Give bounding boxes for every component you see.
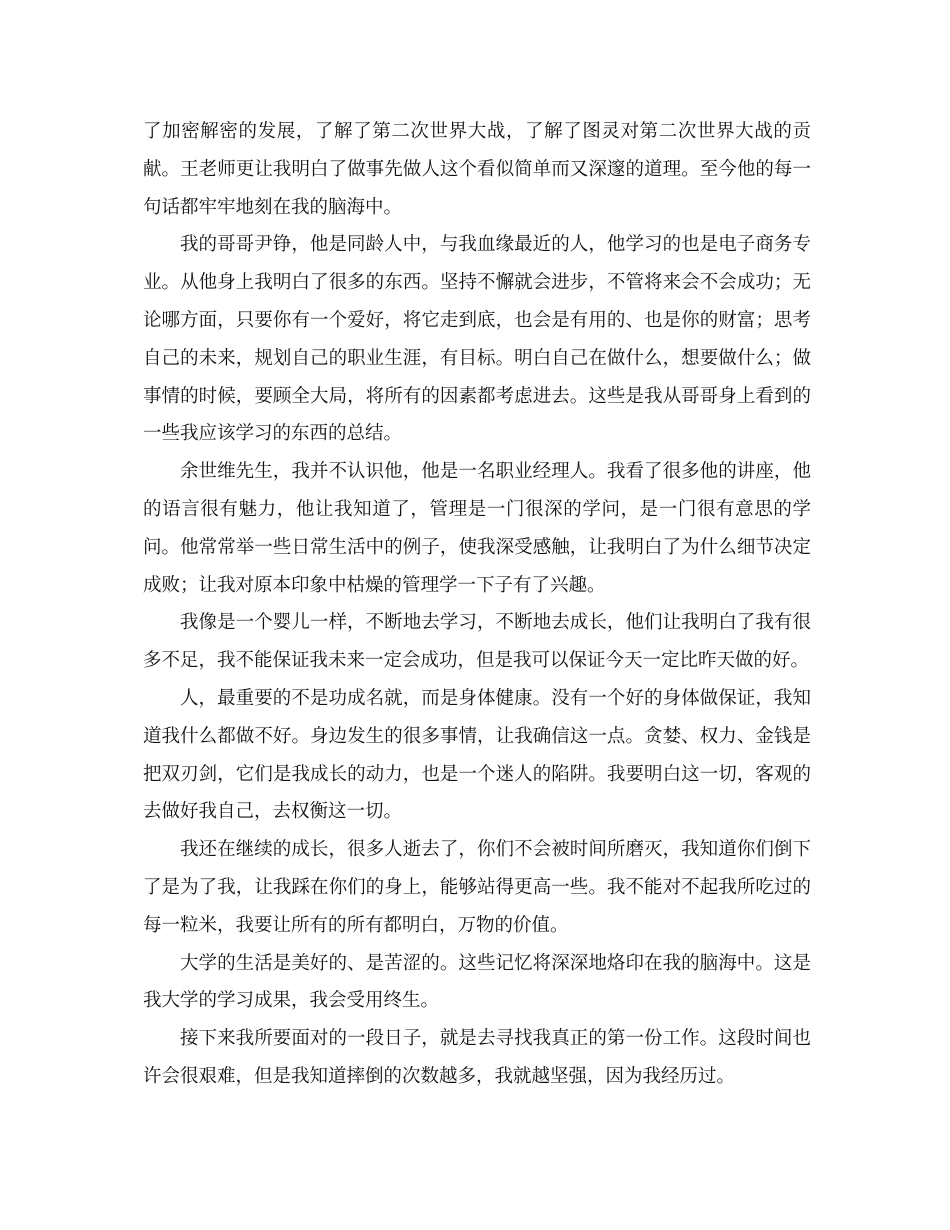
paragraph-8: 接下来我所要面对的一段日子，就是去寻找我真正的第一份工作。这段时间也许会很艰难，但是我知道摔倒的次数越多，我就越坚强，因为我经历过。 — [143, 1028, 811, 1087]
document-body — [143, 113, 811, 1096]
paragraph-5: 人，最重要的不是功成名就，而是身体健康。没有一个好的身体做保证，我知道我什么都做不好。身边发生的很多事情，让我确信这一点。贪婪、权力、金钱是把双刃剑，它们是我成长的动力，也是一个迷人的陷阱。我要明白这一切，客观的去做好我自己，去权衡这一切。 — [143, 687, 811, 823]
paragraph-4: 我像是一个婴儿一样，不断地去学习，不断地去成长，他们让我明白了我有很多不足，我不能保证我未来一定会成功，但是我可以保证今天一定比昨天做的好。 — [143, 612, 811, 672]
paragraph-2: 我的哥哥尹铮，他是同龄人中，与我血缘最近的人，他学习的也是电子商务专业。从他身上我明白了很多的东西。坚持不懈就会进步，不管将来会不会成功；无论哪方面，只要你有一个爱好，将它走到底，也会是有用的、也是你的财富；思考自己的未来，规划自己的职业生涯，有目标。明白自己在做什么，想要做什么；做事情的时候，要顾全大局，将所有的因素都考虑进去。这些是我从哥哥身上看到的一些我应该学习的东西的总结。 — [143, 234, 811, 445]
paragraph-7: 大学的生活是美好的、是苦涩的。这些记忆将深深地烙印在我的脑海中。这是我大学的学习成果，我会受用终生。 — [143, 952, 811, 1012]
paragraph-6: 我还在继续的成长，很多人逝去了，你们不会被时间所磨灭，我知道你们倒下了是为了我，让我踩在你们的身上，能够站得更高一些。我不能对不起我所吃过的每一粒米，我要让所有的所有都明白，万物的价值。 — [143, 839, 811, 936]
paragraph-1: 了加密解密的发展，了解了第二次世界大战，了解了图灵对第二次世界大战的贡献。王老师更让我明白了做事先做人这个看似简单而又深邃的道理。至今他的每一句话都牢牢地刻在我的脑海中。 — [143, 121, 811, 218]
paragraph-3: 余世维先生，我并不认识他，他是一名职业经理人。我看了很多他的讲座，他的语言很有魅力，他让我知道了，管理是一门很深的学问，是一门很有意思的学问。他常常举一些日常生活中的例子，使我深受感触，让我明白了为什么细节决定成败；让我对原本印象中枯燥的管理学一下子有了兴趣。 — [143, 461, 811, 596]
